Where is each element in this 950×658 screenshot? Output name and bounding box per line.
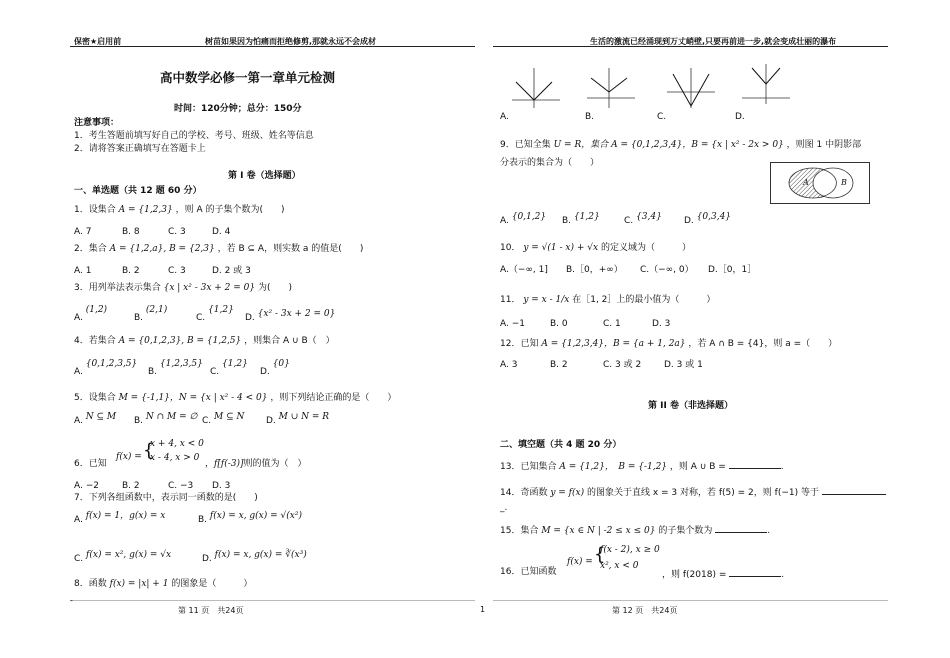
piece-line: f(x - 2), x ≥ 0 bbox=[600, 545, 660, 555]
option: B. 2 bbox=[550, 360, 568, 370]
question-expr: y = √(1 - x) + √x bbox=[523, 243, 599, 253]
option: B. 0 bbox=[550, 319, 568, 329]
piece-line: x - 4, x > 0 bbox=[150, 453, 200, 463]
option: C. {1,2} bbox=[210, 359, 248, 377]
option: C. bbox=[657, 112, 667, 122]
header-divider-left bbox=[70, 46, 475, 47]
question-stem: 2．集合 bbox=[74, 244, 107, 254]
question-stem: 5．设集合 bbox=[74, 393, 116, 403]
option: D. 3 bbox=[652, 319, 671, 329]
notice-item: 2．请将答案正确填写在答题卡上 bbox=[74, 144, 206, 154]
option: C. {1,2} bbox=[196, 305, 234, 323]
question-2 bbox=[74, 243, 363, 256]
question-expr: M = {-1,1}，N = {x | x² - 4 < 0} bbox=[118, 393, 268, 403]
notice-item: 1．考生答题前填写好自己的学校、考号、班级、姓名等信息 bbox=[74, 131, 314, 141]
question-7: 7．下列各组函数中，表示同一函数的是( ) bbox=[74, 493, 258, 503]
footer-page-left: 第 11 页 共24页 bbox=[178, 606, 244, 615]
brace-icon: { bbox=[594, 544, 606, 565]
option: B. 2 bbox=[122, 266, 140, 276]
option: D. 3 bbox=[212, 481, 231, 491]
piece-line: x², x < 0 bbox=[600, 561, 639, 571]
option: C. {3,4} bbox=[624, 212, 662, 226]
answer-blank[interactable] bbox=[822, 484, 886, 495]
option: A.（−∞, 1] bbox=[500, 265, 548, 275]
section-heading: 一、单选题（共 12 题 60 分） bbox=[74, 186, 202, 196]
question-tail: ，则图 1 中阴影部 bbox=[786, 140, 862, 150]
option: C. −3 bbox=[168, 481, 194, 491]
option: C. M ⊆ N bbox=[202, 412, 245, 426]
question-tail: 的图象是（ ） bbox=[171, 579, 253, 589]
option: A. −1 bbox=[500, 319, 525, 329]
question-expr: A = {1,2,3} bbox=[118, 205, 173, 215]
option: A. {0,1,2,3,5} bbox=[74, 359, 138, 377]
question-tail: ，则 A 的子集个数为( ) bbox=[175, 205, 285, 215]
question-expr: f(x) = bbox=[116, 452, 142, 462]
brace-icon: { bbox=[143, 440, 155, 461]
header-divider-right bbox=[493, 46, 888, 47]
question-stem: 4．若集合 bbox=[74, 336, 116, 346]
option: B. bbox=[585, 112, 595, 122]
question-9-cont: 分表示的集合为（ ） bbox=[500, 158, 600, 168]
question-12 bbox=[500, 338, 837, 351]
option: A. −2 bbox=[74, 481, 99, 491]
question-3 bbox=[74, 282, 292, 295]
question-expr: {x | x² - 3x + 2 = 0} bbox=[163, 283, 256, 293]
answer-blank[interactable] bbox=[729, 566, 781, 577]
footer-page-right: 第 12 页 共24页 bbox=[612, 606, 678, 615]
option: D. f(x) = x, g(x) = ∛(x³) bbox=[202, 550, 307, 564]
option: D. bbox=[735, 112, 745, 122]
answer-blank[interactable] bbox=[729, 458, 781, 469]
header-left: 保密★启用前 bbox=[74, 37, 122, 46]
question-stem: 9．已知全集 bbox=[500, 140, 551, 150]
option: B. (2,1) bbox=[134, 305, 168, 323]
option: D. 3 或 1 bbox=[664, 360, 703, 370]
question-4 bbox=[74, 335, 335, 348]
graph-option-b bbox=[585, 66, 637, 110]
time-info: 时间：120分钟；总分：150分 bbox=[174, 104, 302, 114]
option: D. 2 或 3 bbox=[212, 266, 251, 276]
option: A. N ⊆ M bbox=[74, 412, 117, 426]
question-stem: 3．用列举法表示集合 bbox=[74, 283, 161, 293]
question-6 bbox=[74, 458, 107, 471]
question-tail: 在［1, 2］上的最小值为（ ） bbox=[572, 295, 716, 305]
question-11 bbox=[500, 294, 715, 307]
question-stem: 10． bbox=[500, 243, 521, 253]
section-heading: 二、填空题（共 4 题 20 分） bbox=[500, 440, 622, 450]
question-stem: 6．已知 bbox=[74, 459, 107, 469]
piece-line: x + 4, x < 0 bbox=[150, 439, 204, 449]
option: C. 3 bbox=[168, 266, 186, 276]
question-tail: 的定义域为（ ） bbox=[600, 243, 691, 253]
part1-title: 第 I 卷（选择题） bbox=[228, 171, 301, 181]
notice-heading: 注意事项： bbox=[74, 118, 120, 128]
question-16: 16．已知函数 bbox=[500, 567, 557, 577]
footer-divider-left bbox=[70, 600, 475, 601]
footer-mark: - bbox=[70, 596, 73, 605]
question-15: 15．集合 M = {x ∈ N | -2 ≤ x ≤ 0} 的子集个数为 . bbox=[500, 522, 770, 538]
part2-title: 第 II 卷（非选择题） bbox=[648, 401, 733, 411]
option: A. (1,2) bbox=[74, 305, 108, 323]
option: B. {1,2,3,5} bbox=[148, 359, 203, 377]
question-expr: A = {0,1,2,3}, B = {1,2,5} bbox=[118, 336, 242, 346]
question-expr: A = {1,2,3,4}，B = {a + 1, 2a} bbox=[541, 339, 686, 349]
option: D. M ∪ N = R bbox=[266, 412, 330, 426]
option: A. f(x) = 1，g(x) = x bbox=[74, 511, 166, 525]
option: D. {x² - 3x + 2 = 0} bbox=[245, 309, 336, 323]
question-16-tail: ，则 f(2018) = . bbox=[662, 566, 784, 582]
answer-blank[interactable] bbox=[715, 522, 767, 533]
venn-label-a: A bbox=[803, 178, 809, 187]
question-stem: 1．设集合 bbox=[74, 205, 116, 215]
option: A. 1 bbox=[74, 266, 92, 276]
option: B.［0，+∞） bbox=[566, 265, 623, 275]
option: D. 4 bbox=[212, 227, 231, 237]
option: A. 7 bbox=[74, 227, 92, 237]
header-right: 生活的激流已经涌现到万丈峭壁,只要再前进一步,就会变成壮丽的瀑布 bbox=[590, 37, 837, 46]
option: B. {1,2} bbox=[562, 212, 600, 226]
question-14: 14．奇函数 y = f(x) 的图象关于直线 x = 3 对称，若 f(5) = 2，则 f(−1) 等于 bbox=[500, 484, 886, 500]
question-tail: ，若 A ∩ B = {4}，则 a =（ ） bbox=[688, 339, 838, 349]
question-9 bbox=[500, 139, 861, 152]
question-expr: f(x) = bbox=[567, 557, 593, 567]
option: D. {0,3,4} bbox=[684, 212, 732, 226]
question-tail: 为( ) bbox=[258, 283, 293, 293]
venn-label-b: B bbox=[841, 178, 847, 187]
question-expr: f(x) = |x| + 1 bbox=[109, 579, 169, 589]
question-tail: ，则集合 A ∪ B（ ） bbox=[244, 336, 335, 346]
question-expr: U = R，集合 A = {0,1,2,3,4}，B = {x | x² - 2x > 0} bbox=[553, 140, 784, 150]
option: B. N ∩ M = ∅ bbox=[134, 412, 198, 426]
option: A. bbox=[500, 112, 509, 122]
question-5 bbox=[74, 392, 396, 405]
option: A. 3 bbox=[500, 360, 518, 370]
option: B. f(x) = x, g(x) = √(x²) bbox=[198, 511, 302, 525]
page-title: 高中数学必修一第一章单元检测 bbox=[160, 70, 336, 85]
graph-option-a bbox=[510, 66, 562, 110]
question-13: 13．已知集合 A = {1,2}， B = {-1,2} ，则 A ∪ B = . bbox=[500, 458, 784, 474]
option: A. {0,1,2} bbox=[500, 212, 547, 226]
question-10 bbox=[500, 242, 691, 255]
option: C. 3 bbox=[168, 227, 186, 237]
option: C.（−∞, 0） bbox=[640, 265, 694, 275]
footer-divider-right bbox=[493, 600, 888, 601]
option: B. 2 bbox=[122, 481, 140, 491]
question-expr: A = {1,2,a}, B = {2,3} bbox=[109, 244, 215, 254]
venn-diagram bbox=[770, 162, 870, 204]
option: D. {0} bbox=[260, 359, 290, 377]
question-1 bbox=[74, 204, 285, 217]
question-stem: 11． bbox=[500, 295, 521, 305]
graph-option-d bbox=[740, 62, 792, 106]
question-stem: 12．已知 bbox=[500, 339, 539, 349]
option: C. 3 或 2 bbox=[603, 360, 642, 370]
header-center: 树苗如果因为怕痛而拒绝修剪,那就永远不会成材 bbox=[205, 37, 377, 46]
option: B. 8 bbox=[122, 227, 140, 237]
question-mid: ，f[f(-3)]则的值为（ ） bbox=[205, 459, 307, 469]
option: C. f(x) = x², g(x) = √x bbox=[74, 550, 172, 564]
question-tail: ，则下列结论正确的是（ ） bbox=[270, 393, 397, 403]
question-expr: y = x - 1/x bbox=[523, 295, 570, 305]
option: C. 1 bbox=[603, 319, 621, 329]
question-14-end: _. bbox=[500, 503, 508, 513]
footer-page-number: 1 bbox=[480, 605, 486, 614]
question-8 bbox=[74, 578, 252, 591]
question-stem: 8．函数 bbox=[74, 579, 107, 589]
graph-option-c bbox=[665, 66, 717, 110]
option: D.［0，1］ bbox=[708, 265, 757, 275]
question-tail: ，若 B ⊆ A，则实数 a 的值是( ) bbox=[217, 244, 364, 254]
